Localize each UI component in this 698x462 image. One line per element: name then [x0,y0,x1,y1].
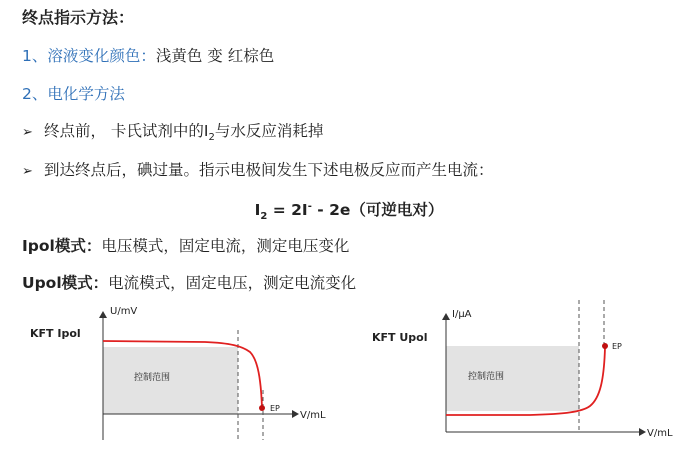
upol-name: Upol模式： [22,274,109,292]
upol-desc: 电流模式，固定电压，测定电流变化 [108,274,357,292]
upol-control-range-box [446,346,579,411]
ipol-endpoint-label: EP [270,404,280,413]
ipol-desc: 电压模式，固定电流，测定电压变化 [101,237,350,255]
upol-endpoint-label: EP [612,342,622,351]
ipol-diagram [0,300,350,460]
equation-sup: - [307,200,312,212]
arrow-bullet-icon: ➢ [22,125,33,140]
bullet-1-after: 与水反应消耗掉 [214,122,324,140]
upol-diagram [350,300,698,460]
bullet-2-text: 到达终点后，碘过量。指示电极间发生下述电极反应而产生电流： [44,161,494,179]
list-item-1 [22,46,274,66]
ipol-diagram-label: KFT Ipol [30,327,81,340]
equation-part: - 2e（可逆电对） [311,201,444,219]
ipol-name: Ipol模式： [22,237,102,255]
equation-part: I [254,201,261,219]
ipol-endpoint-dot [259,405,265,411]
list-item-1-prefix: 1、溶液变化颜色： [22,47,156,65]
bullet-1 [22,121,323,148]
bullet-1-sub: 2 [208,132,215,144]
upol-diagram-label: KFT Upol [372,331,428,344]
upol-endpoint-dot [602,343,608,349]
ipol-line [22,236,349,256]
ipol-control-range-label: 控制范围 [134,373,171,383]
ipol-x-axis-label: V/mL [300,410,326,421]
list-item-2: 2、电化学方法 [22,85,125,103]
equation-part: = 2I [267,201,308,219]
upol-x-axis-label: V/mL [647,428,673,439]
list-item-1-text: 浅黄色 变 红棕色 [155,47,275,65]
upol-y-axis-label: I/μA [452,309,472,320]
arrow-bullet-icon: ➢ [22,164,33,179]
reaction-equation [0,198,698,222]
upol-line [22,273,356,293]
section-heading: 终点指示方法： [22,8,135,27]
ipol-control-range-box [103,347,238,414]
equation-sub: 2 [260,211,268,223]
bullet-1-before: 终点前， 卡氏试剂中的I [44,122,209,140]
ipol-y-axis-label: U/mV [110,306,138,317]
upol-control-range-label: 控制范围 [468,372,505,382]
bullet-2 [22,160,494,182]
